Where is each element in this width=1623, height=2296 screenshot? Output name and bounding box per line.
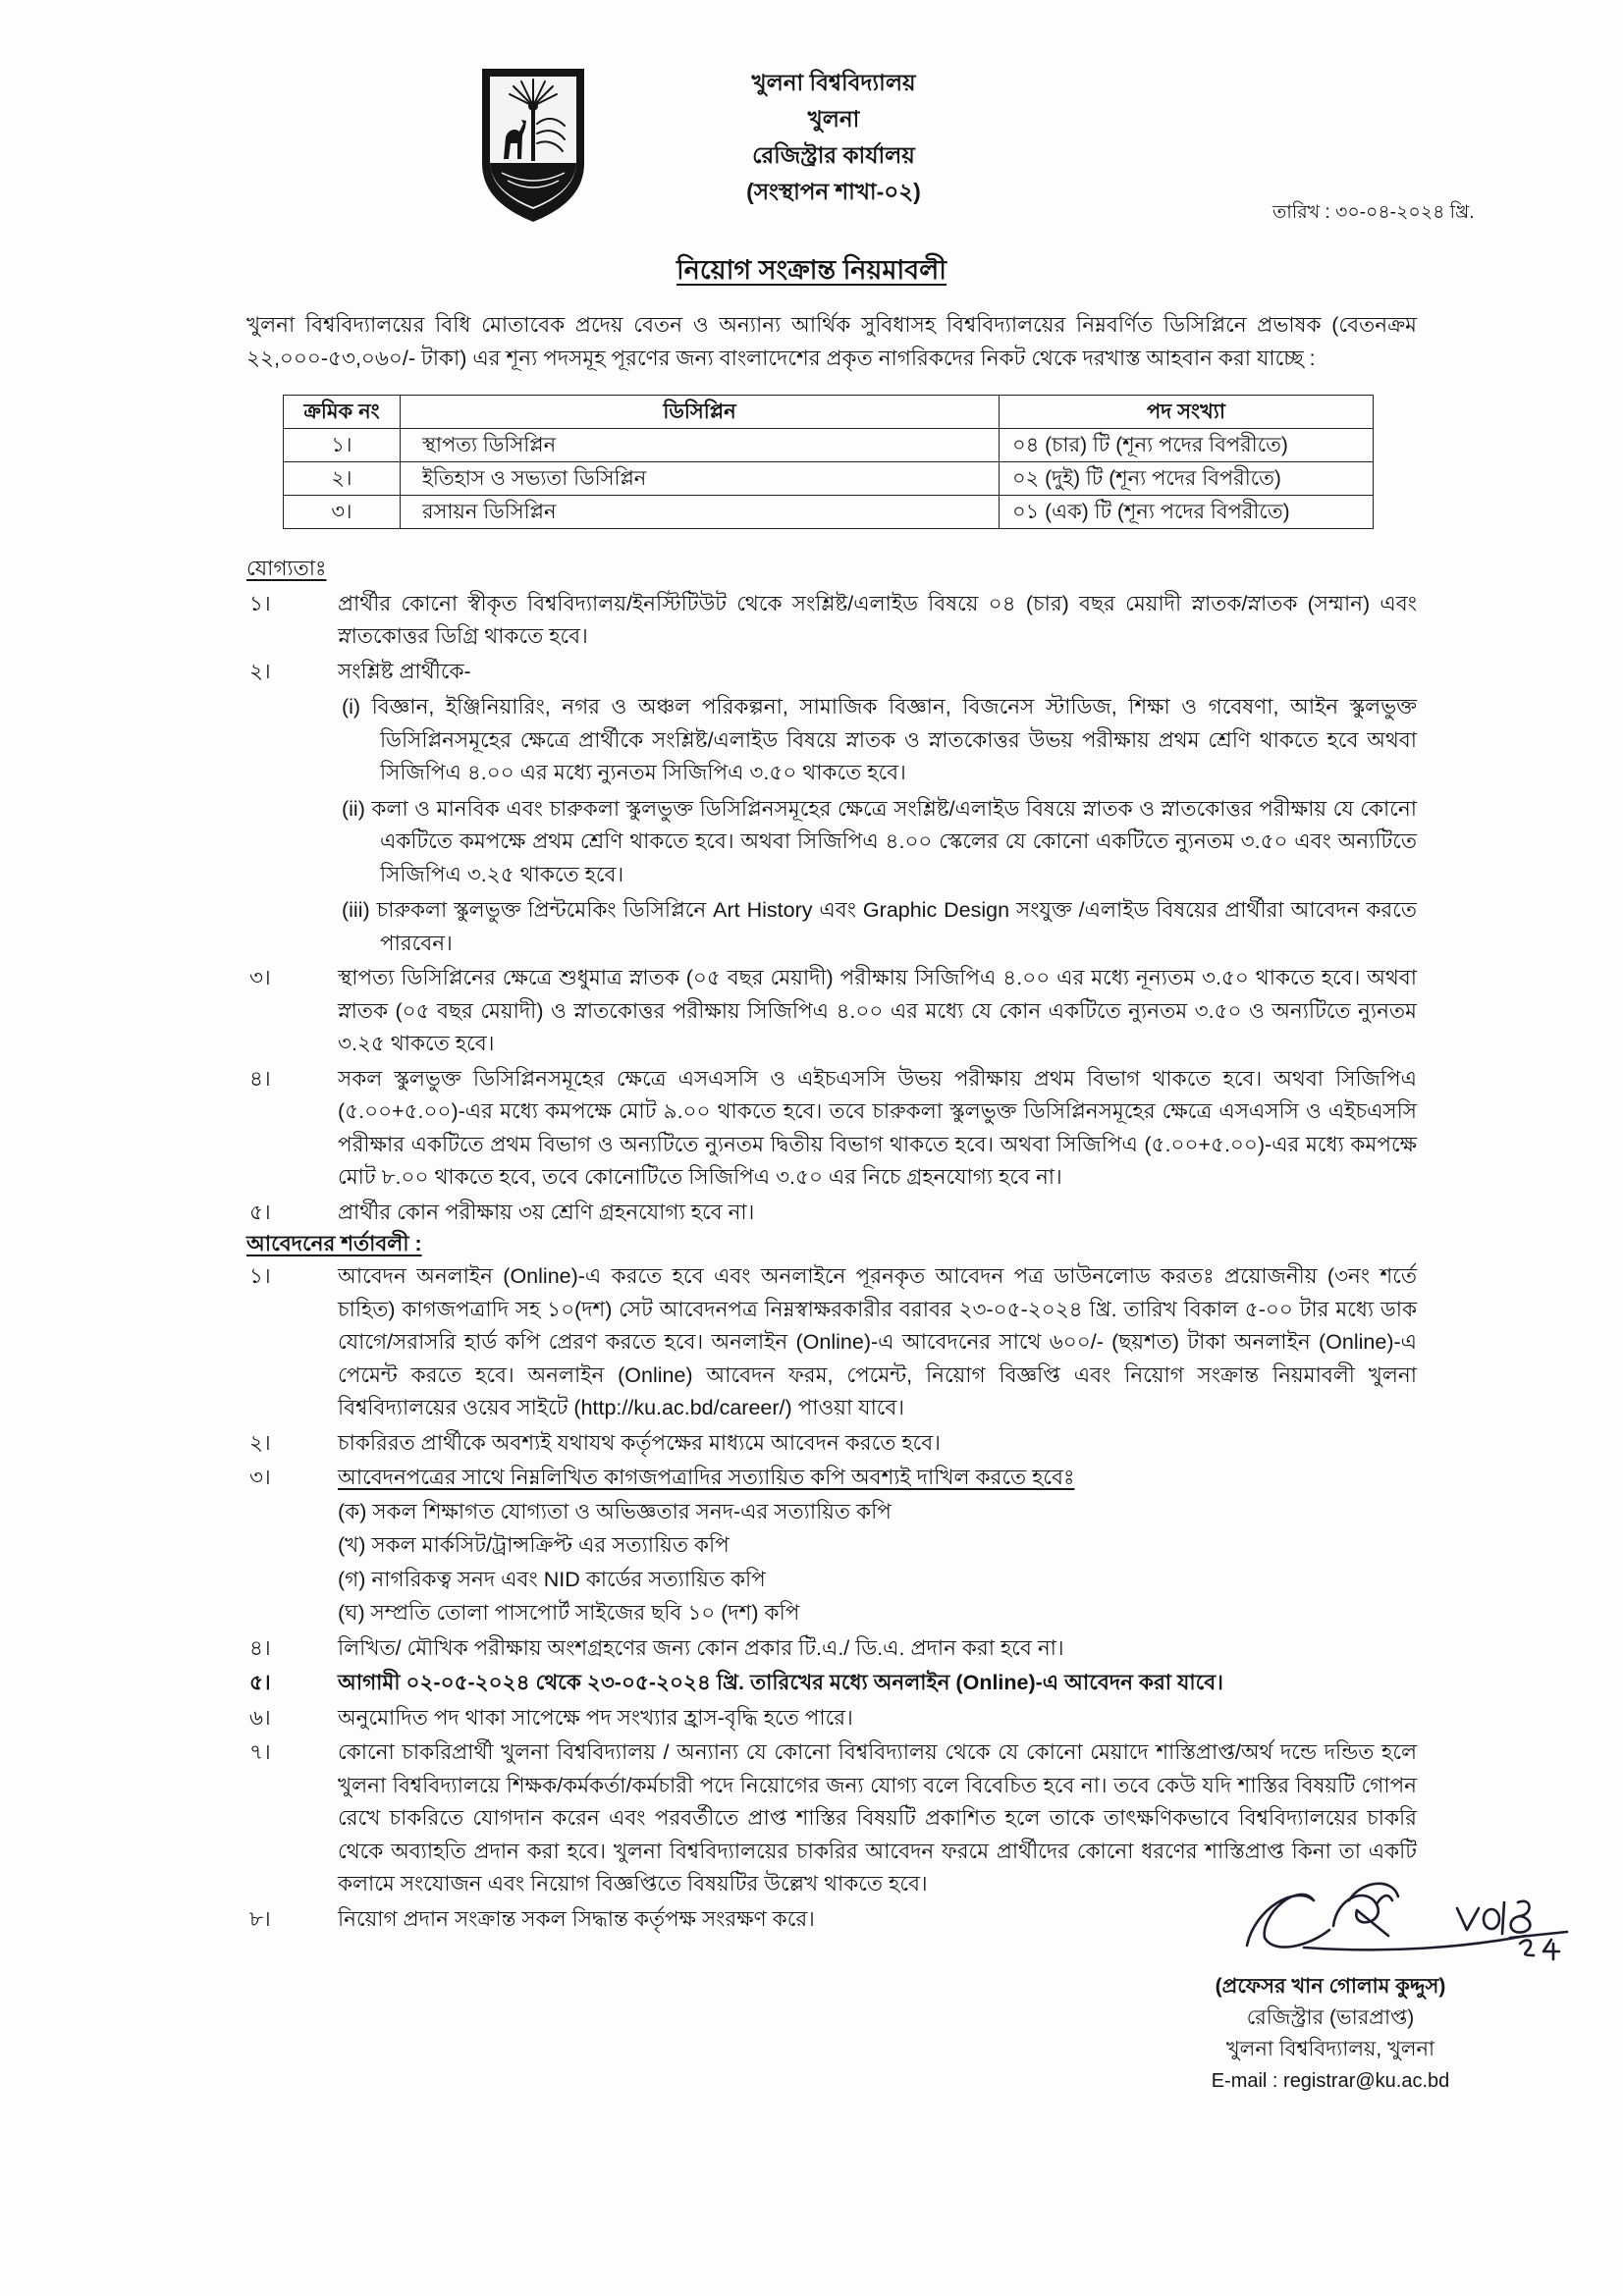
qualifications-heading: যোগ্যতাঃ [246, 557, 327, 580]
table-row [284, 429, 1374, 462]
item-text: প্রার্থীর কোন পরীক্ষায় ৩য় শ্রেণি গ্রহনযোগ্য হবে না। [338, 1200, 755, 1224]
item-number: ৪। [249, 1066, 271, 1091]
cell-posts: ০২ (দুই) টি (শূন্য পদের বিপরীতে) [1000, 462, 1374, 496]
item-text: কোনো চাকরিপ্রার্থী খুলনা বিশ্ববিদ্যালয় / অন্যান্য যে কোনো বিশ্ববিদ্যালয় থেকে যে কোনো মেয়াদে শাস্তিপ্রাপ্ত/অর্থ দন্ডে দন্ডিত হলে খুলনা বিশ্ববিদ্যালয়ে শিক্ষক/কর্মকর্তা/কর্মচারী পদে নিয়োগের জন্য যোগ্য বলে বিবেচিত হবে না। তবে কেউ যদি শাস্তির বিষয়টি গোপন রেখে চাকরিতে যোগদান করেন এবং পরবর্তীতে প্রাপ্ত শাস্তির বিষয়টি প্রকাশিত হলে তাকে তাৎক্ষণিকভাবে বিশ্ববিদ্যালয়ের চাকরি থেকে অব্যাহতি প্রদান করা হবে। খুলনা বিশ্ববিদ্যালয়ের চাকরির আবেদন ফরমে প্রার্থীদের কোনো ধরণের শাস্তিপ্রাপ্ত কিনা তা একটি কলামে সংযোজন এবং নিয়োগ বিজ্ঞপ্তিতে বিষয়টির উল্লেখ থাকতে হবে। [338, 1740, 1417, 1896]
cell-serial: ২। [284, 462, 401, 496]
item-text: সকল স্কুলভুক্ত ডিসিপ্লিনসমূহের ক্ষেত্রে এসএসসি ও এইচএসসি উভয় পরীক্ষায় প্রথম বিভাগ থাকতে হবে। অথবা সিজিপিএ (৫.০০+৫.০০)-এর মধ্যে কমপক্ষে মোট ৯.০০ থাকতে হবে। তবে চারুকলা স্কুলভুক্ত ডিসিপ্লিনসমূহের ক্ষেত্রে এসএসসি ও এইচএসসি পরীক্ষার একটিতে প্রথম বিভাগ ও অন্যটিতে ন্যুনতম দ্বিতীয় বিভাগ থাকতে হবে। অথবা সিজিপিএ (৫.০০+৫.০০)-এর মধ্যে কমপক্ষে মোট ৮.০০ থাকতে হবে, তবে কোনোটিতে সিজিপিএ ৩.৫০ এর নিচে গ্রহনযোগ্য হবে না। [338, 1066, 1417, 1189]
item-number: ৭। [249, 1740, 271, 1764]
item-number: ১। [249, 1264, 271, 1288]
city-name: খুলনা [807, 106, 860, 132]
item-text: প্রার্থীর কোনো স্বীকৃত বিশ্ববিদ্যালয়/ইনস্টিটিউট থেকে সংশ্লিষ্ট/এলাইড বিষয়ে ০৪ (চার) বছর মেয়াদী স্নাতক/স্নাতক (সম্মান) এবং স্নাতকোত্তর ডিগ্রি থাকতে হবে। [338, 591, 1417, 648]
column-header-posts: পদ সংখ্যা [1000, 396, 1374, 429]
table-row [284, 462, 1374, 496]
sub-item [342, 793, 1417, 892]
qualification-item [246, 962, 1417, 1061]
document-item [338, 1597, 1417, 1630]
item-text: নিয়োগ প্রদান সংক্রান্ত সকল সিদ্ধান্ত কর্তৃপক্ষ সংরক্ষণ করে। [338, 1906, 815, 1931]
conditions-heading: আবেদনের শর্তাবলী : [246, 1232, 422, 1255]
signatory-name: (প্রফেসর খান গোলাম কুদ্দুস) [1215, 1975, 1446, 1998]
document-label: (ঘ) [338, 1601, 365, 1625]
item-number: ৬। [249, 1705, 271, 1730]
document-label: (খ) [338, 1533, 366, 1557]
column-header-serial: ক্রমিক নং [284, 396, 401, 429]
document-text: সম্প্রতি তোলা পাসপোর্ট সাইজের ছবি ১০ (দশ) কপি [370, 1601, 800, 1625]
sub-item-text: বিজ্ঞান, ইঞ্জিনিয়ারিং, নগর ও অঞ্চল পরিকল্পনা, সামাজিক বিজ্ঞান, বিজনেস স্টাডিজ, শিক্ষা ও গবেষণা, আইন স্কুলভুক্ত ডিসিপ্লিনসমূহের ক্ষেত্রে প্রার্থীকে সংশ্লিষ্ট/এলাইড বিষয়ে স্নাতক ও স্নাতকোত্তর উভয় পরীক্ষায় প্রথম শ্রেণি থাকতে হবে অথবা সিজিপিএ ৪.০০ এর মধ্যে ন্যুনতম সিজিপিএ ৩.৫০ থাকতে হবে। [371, 695, 1418, 784]
office-header [667, 65, 1001, 210]
item-text: সংশ্লিষ্ট প্রার্থীকে- [338, 659, 471, 683]
item-number: ৮। [249, 1906, 271, 1931]
page-title [0, 252, 1623, 288]
notice-body [246, 309, 1450, 2097]
cell-discipline: রসায়ন ডিসিপ্লিন [401, 496, 1000, 529]
vacancy-table [283, 395, 1374, 529]
item-number: ৫। [249, 1671, 271, 1694]
signatory-institution: খুলনা বিশ্ববিদ্যালয়, খুলনা [1225, 2038, 1435, 2060]
condition-item [246, 1260, 1417, 1425]
handwritten-signature [1239, 1875, 1573, 1961]
item-body [338, 656, 1417, 961]
sub-item-label: (iii) [342, 898, 370, 922]
document-item [338, 1496, 1417, 1529]
condition-item [246, 1632, 1417, 1666]
qualification-item [246, 1063, 1417, 1195]
condition-item [246, 1667, 1417, 1700]
cell-posts: ০১ (এক) টি (শূন্য পদের বিপরীতে) [1000, 496, 1374, 529]
table-row [284, 496, 1374, 529]
cell-discipline: ইতিহাস ও সভ্যতা ডিসিপ্লিন [401, 462, 1000, 496]
document-text: সকল মার্কসিট/ট্রান্সক্রিপ্ট এর সত্যায়িত কপি [371, 1533, 730, 1557]
signatory-designation: রেজিস্ট্রার (ভারপ্রাপ্ত) [1246, 2006, 1415, 2029]
document-label: (ক) [338, 1499, 367, 1523]
cell-discipline: স্থাপত্য ডিসিপ্লিন [401, 429, 1000, 462]
cell-serial: ৩। [284, 496, 401, 529]
condition-item [246, 1462, 1417, 1630]
column-header-discipline: ডিসিপ্লিন [401, 396, 1000, 429]
document-item [338, 1529, 1417, 1563]
signature-block [1149, 1971, 1512, 2097]
title-text: নিয়োগ সংক্রান্ত নিয়মাবলী [676, 255, 947, 285]
condition-item [246, 1427, 1417, 1461]
item-number: ১। [249, 591, 271, 615]
item-text: স্থাপত্য ডিসিপ্লিনের ক্ষেত্রে শুধুমাত্র স্নাতক (০৫ বছর মেয়াদী) পরীক্ষায় সিজিপিএ ৪.০০ এর মধ্যে নূন্যতম ৩.৫০ থাকতে হবে। অথবা স্নাতক (০৫ বছর মেয়াদী) ও স্নাতকোত্তর পরীক্ষায় সিজিপিএ ৪.০০ এর মধ্যে যে কোন একটিতে ন্যুনতম ৩.৫০ ও অন্যটিতে ন্যুনতম ৩.২৫ থাকতে হবে। [338, 966, 1417, 1055]
qualification-item [246, 656, 1417, 961]
item-text: অনুমোদিত পদ থাকা সাপেক্ষে পদ সংখ্যার হ্রাস-বৃদ্ধি হতে পারে। [338, 1705, 853, 1730]
notice-date: তারিখ : ৩০-০৪-২০২৪ খ্রি. [1272, 202, 1475, 223]
item-text: লিখিত/ মৌখিক পরীক্ষায় অংশগ্রহণের জন্য কোন প্রকার টি.এ./ ডি.এ. প্রদান করা হবে না। [338, 1635, 1064, 1660]
sub-item [342, 894, 1417, 960]
item-number: ৪। [249, 1635, 271, 1660]
item-text: আগামী ০২-০৫-২০২৪ থেকে ২৩-০৫-২০২৪ খ্রি. তারিখের মধ্যে অনলাইন (Online)-এ আবেদন করা যাবে। [338, 1671, 1223, 1694]
sub-item [342, 691, 1417, 790]
office-name: রেজিস্ট্রার কার্যালয় [752, 142, 915, 168]
condition-item [246, 1702, 1417, 1735]
cell-posts: ০৪ (চার) টি (শূন্য পদের বিপরীতে) [1000, 429, 1374, 462]
item-number: ২। [249, 1430, 271, 1455]
sub-item-label: (ii) [342, 796, 365, 821]
item-text: আবেদনপত্রের সাথে নিম্নলিখিত কাগজপত্রাদির সত্যায়িত কপি অবশ্যই দাখিল করতে হবেঃ [338, 1466, 1075, 1489]
document-item [338, 1564, 1417, 1597]
qualification-item [246, 1197, 1417, 1230]
qualification-item [246, 588, 1417, 654]
item-text: চাকরিরত প্রার্থীকে অবশ্যই যথাযথ কর্তৃপক্ষের মাধ্যমে আবেদন করতে হবে। [338, 1430, 941, 1455]
sub-item-text: চারুকলা স্কুলভুক্ত প্রিন্টমেকিং ডিসিপ্লিনে Art History এবং Graphic Design সংযুক্ত /এলাইড বিষয়ের প্রার্থীরা আবেদন করতে পারবেন। [376, 898, 1417, 955]
document-label: (গ) [338, 1567, 366, 1591]
section-name: (সংস্থাপন শাখা-০২) [746, 179, 921, 204]
table-header-row [284, 396, 1374, 429]
item-number: ৫। [249, 1200, 271, 1224]
item-number: ২। [249, 659, 271, 683]
item-number: ৩। [249, 966, 271, 989]
sub-item-label: (i) [342, 695, 361, 719]
university-logo [478, 65, 588, 225]
intro-paragraph: খুলনা বিশ্ববিদ্যালয়ের বিধি মোতাবেক প্রদেয় বেতন ও অন্যান্য আর্থিক সুবিধাসহ বিশ্ববিদ্যালয়ের নিম্নবর্ণিত ডিসিপ্লিনে প্রভাষক (বেতনক্রম ২২,০০০-৫৩,০৬০/- টাকা) এর শূন্য পদসমূহ পূরণের জন্য বাংলাদেশের প্রকৃত নাগরিকদের নিকট থেকে দরখাস্ত আহবান করা যাচ্ছে : [246, 313, 1417, 370]
item-number: ৩। [249, 1466, 271, 1489]
item-text: আবেদন অনলাইন (Online)-এ করতে হবে এবং অনলাইনে পূরনকৃত আবেদন পত্র ডাউনলোড করতঃ প্রয়োজনীয় (৩নং শর্তে চাহিত) কাগজপত্রাদি সহ ১০(দশ) সেট আবেদনপত্র নিম্নস্বাক্ষরকারীর বরাবর ২৩-০৫-২০২৪ খ্রি. তারিখ বিকাল ৫-০০ টার মধ্যে ডাক যোগে/সরাসরি হার্ড কপি প্রেরণ করতে হবে। অনলাইন (Online)-এ আবেদনের সাথে ৬০০/- (ছয়শত) টাকা অনলাইন (Online)-এ পেমেন্ট করতে হবে। অনলাইন (Online) আবেদন ফরম, পেমেন্ট, নিয়োগ বিজ্ঞপ্তি এবং নিয়োগ সংক্রান্ত নিয়মাবলী খুলনা বিশ্ববিদ্যালয়ের ওয়েব সাইটে (http://ku.ac.bd/career/) পাওয়া যাবে। [338, 1264, 1417, 1419]
document-text: নাগরিকত্ব সনদ এবং NID কার্ডের সত্যায়িত কপি [371, 1567, 766, 1591]
document-text: সকল শিক্ষাগত যোগ্যতা ও অভিজ্ঞতার সনদ-এর সত্যায়িত কপি [372, 1499, 892, 1523]
university-name: খুলনা বিশ্ববিদ্যালয় [751, 70, 916, 95]
sub-item-text: কলা ও মানবিক এবং চারুকলা স্কুলভুক্ত ডিসিপ্লিনসমূহের ক্ষেত্রে সংশ্লিষ্ট/এলাইড বিষয়ে স্নাতক ও স্নাতকোত্তর পরীক্ষায় যে কোনো একটিতে কমপক্ষে প্রথম শ্রেণি থাকতে হবে। অথবা সিজিপিএ ৪.০০ স্কেলের যে কোনো একটিতে ন্যুনতম ৩.৫০ এবং অন্যটিতে সিজিপিএ ৩.২৫ থাকতে হবে। [371, 796, 1417, 886]
cell-serial: ১। [284, 429, 401, 462]
item-body [338, 1462, 1417, 1630]
signatory-email: E-mail : registrar@ku.ac.bd [1211, 2070, 1450, 2092]
